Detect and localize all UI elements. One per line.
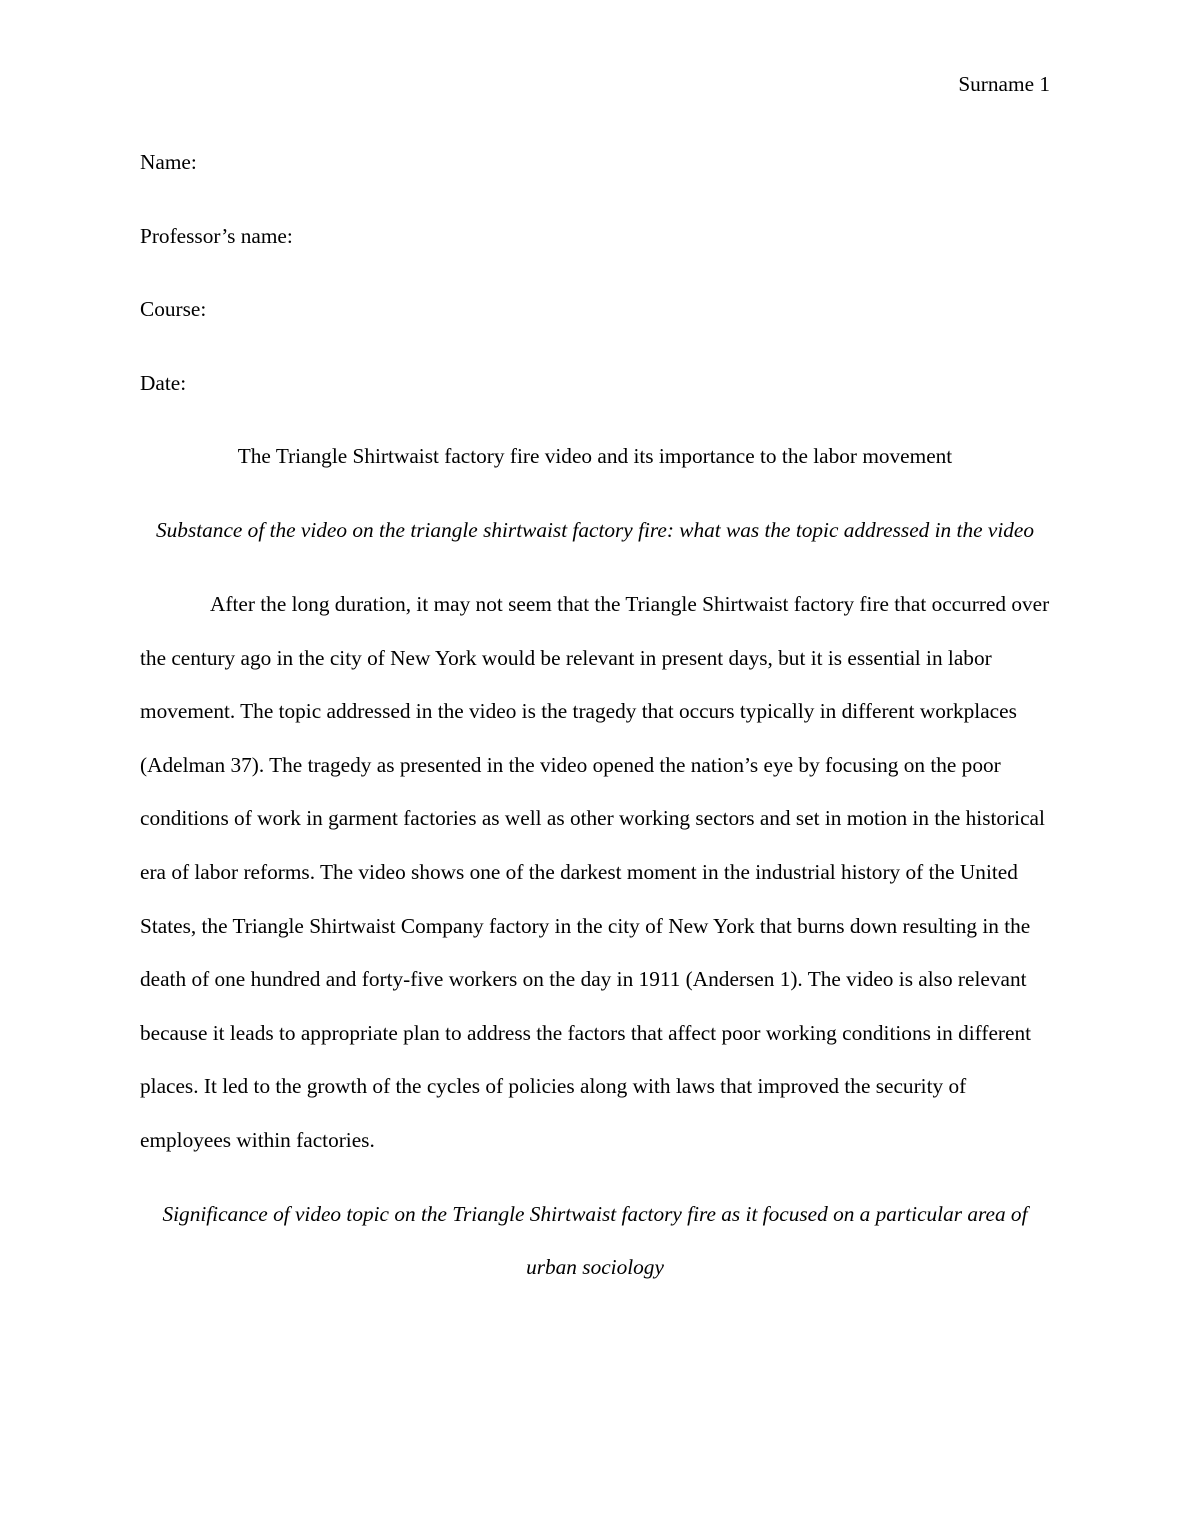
- essay-title: The Triangle Shirtwaist factory fire video and its importance to the labor movement: [237, 444, 953, 468]
- document-body: [140, 136, 1050, 1295]
- section-heading-substance: Substance of the video on the triangle shirtwaist factory fire: what was the topic addressed in the video: [156, 517, 1034, 542]
- body-paragraph: After the long duration, it may not seem that the Triangle Shirtwaist factory fire that occurred over the century ago in the city of New York would be relevant in present days, but it is essential in labor movement. The topic addressed in the video is the tragedy that occurs typically in different workplaces (Adelman 37). The tragedy as presented in the video opened the nation’s eye by focusing on the poor conditions of work in garment factories as well as other working sectors and set in motion in the historical era of labor reforms. The video shows one of the darkest moment in the industrial history of the United States, the Triangle Shirtwaist Company factory in the city of New York that burns down resulting in the death of one hundred and forty-five workers on the day in 1911 (Andersen 1). The video is also relevant because it leads to appropriate plan to address the factors that affect poor working conditions in different places. It led to the growth of the cycles of policies along with laws that improved the security of employees within factories.: [140, 592, 1050, 1153]
- professor-name-label: Professor’s name:: [140, 223, 293, 248]
- section-heading-significance: Significance of video topic on the Triangle Shirtwaist factory fire as it focused on a particular area of urban sociology: [162, 1201, 1028, 1280]
- running-head: Surname 1: [958, 72, 1050, 96]
- course-label: Course:: [140, 297, 207, 321]
- date-label: Date:: [140, 370, 187, 395]
- student-name-label: Name:: [140, 150, 197, 174]
